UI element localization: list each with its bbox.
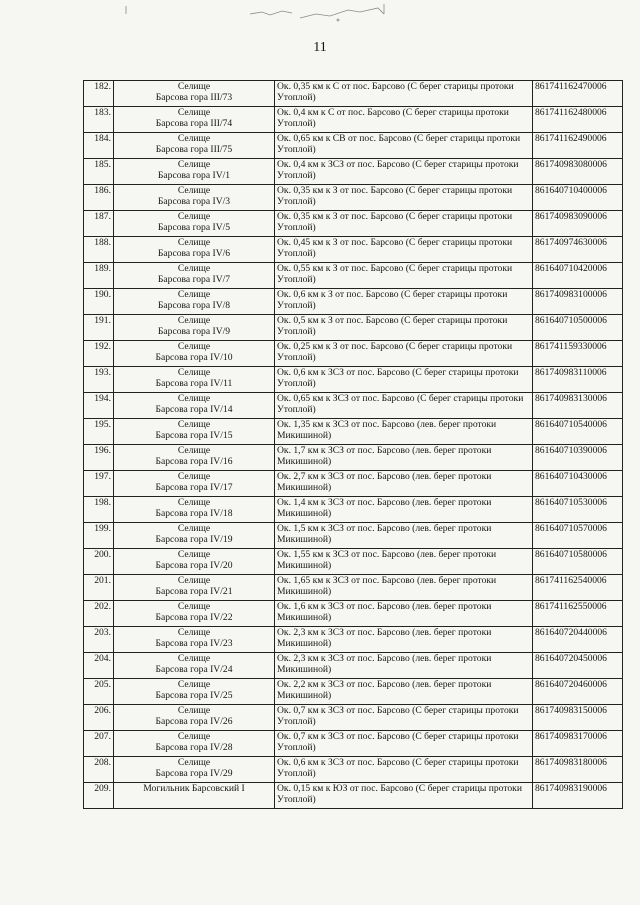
registry-code: 861740983150006 — [533, 705, 623, 731]
table-row — [84, 289, 623, 315]
registry-code: 861740983090006 — [533, 211, 623, 237]
row-number: 183. — [84, 107, 114, 133]
site-name: Селище Барсова гора IV/6 — [114, 237, 275, 263]
table-row — [84, 107, 623, 133]
site-location: Ок. 0,6 км к ЗСЗ от пос. Барсово (С берег старицы протоки Утоплой) — [275, 367, 533, 393]
site-location: Ок. 2,3 км к ЗСЗ от пос. Барсово (лев. берег протоки Микишиной) — [275, 653, 533, 679]
registry-code: 861640710400006 — [533, 185, 623, 211]
site-location: Ок. 2,3 км к ЗСЗ от пос. Барсово (лев. берег протоки Микишиной) — [275, 627, 533, 653]
registry-code: 861741162540006 — [533, 575, 623, 601]
row-number: 198. — [84, 497, 114, 523]
row-number: 195. — [84, 419, 114, 445]
row-number: 197. — [84, 471, 114, 497]
site-name: Селище Барсова гора IV/22 — [114, 601, 275, 627]
registry-code: 861741162480006 — [533, 107, 623, 133]
registry-code: 861741162550006 — [533, 601, 623, 627]
row-number: 205. — [84, 679, 114, 705]
table-row — [84, 419, 623, 445]
site-name: Селище Барсова гора IV/24 — [114, 653, 275, 679]
registry-code: 861740983130006 — [533, 393, 623, 419]
site-name: Селище Барсова гора IV/10 — [114, 341, 275, 367]
row-number: 188. — [84, 237, 114, 263]
row-number: 193. — [84, 367, 114, 393]
row-number: 185. — [84, 159, 114, 185]
registry-code: 861640710420006 — [533, 263, 623, 289]
table-row — [84, 731, 623, 757]
site-name: Селище Барсова гора IV/17 — [114, 471, 275, 497]
table-row — [84, 445, 623, 471]
site-name: Селище Барсова гора IV/5 — [114, 211, 275, 237]
table-row — [84, 393, 623, 419]
site-name: Селище Барсова гора IV/11 — [114, 367, 275, 393]
site-location: Ок. 0,45 км к З от пос. Барсово (С берег старицы протоки Утоплой) — [275, 237, 533, 263]
registry-code: 861640720460006 — [533, 679, 623, 705]
site-name: Селище Барсова гора III/75 — [114, 133, 275, 159]
site-name: Селище Барсова гора IV/26 — [114, 705, 275, 731]
site-location: Ок. 0,15 км к ЮЗ от пос. Барсово (С берег старицы протоки Утоплой) — [275, 783, 533, 809]
site-location: Ок. 0,35 км к З от пос. Барсово (С берег старицы протоки Утоплой) — [275, 185, 533, 211]
registry-code: 861640710390006 — [533, 445, 623, 471]
row-number: 203. — [84, 627, 114, 653]
registry-code: 861740983190006 — [533, 783, 623, 809]
registry-code: 861740983080006 — [533, 159, 623, 185]
registry-code: 861740983180006 — [533, 757, 623, 783]
table-row — [84, 653, 623, 679]
site-location: Ок. 1,6 км к ЗСЗ от пос. Барсово (лев. берег протоки Микишиной) — [275, 601, 533, 627]
table-row — [84, 263, 623, 289]
row-number: 207. — [84, 731, 114, 757]
registry-code: 861640710540006 — [533, 419, 623, 445]
table-row — [84, 783, 623, 809]
site-location: Ок. 0,35 км к С от пос. Барсово (С берег старицы протоки Утоплой) — [275, 81, 533, 107]
site-location: Ок. 0,7 км к ЗСЗ от пос. Барсово (С берег старицы протоки Утоплой) — [275, 705, 533, 731]
site-name: Селище Барсова гора IV/9 — [114, 315, 275, 341]
site-location: Ок. 1,7 км к ЗСЗ от пос. Барсово (лев. берег протоки Микишиной) — [275, 445, 533, 471]
registry-code: 861741162470006 — [533, 81, 623, 107]
row-number: 187. — [84, 211, 114, 237]
registry-code: 861640710500006 — [533, 315, 623, 341]
registry-code: 861640710570006 — [533, 523, 623, 549]
site-name: Селище Барсова гора IV/3 — [114, 185, 275, 211]
row-number: 209. — [84, 783, 114, 809]
table-row — [84, 757, 623, 783]
site-location: Ок. 0,65 км к СВ от пос. Барсово (С берег старицы протоки Утоплой) — [275, 133, 533, 159]
table-row — [84, 185, 623, 211]
row-number: 196. — [84, 445, 114, 471]
row-number: 190. — [84, 289, 114, 315]
site-location: Ок. 0,55 км к З от пос. Барсово (С берег старицы протоки Утоплой) — [275, 263, 533, 289]
site-location: Ок. 2,2 км к ЗСЗ от пос. Барсово (лев. берег протоки Микишиной) — [275, 679, 533, 705]
site-name: Селище Барсова гора IV/21 — [114, 575, 275, 601]
site-location: Ок. 1,5 км к ЗСЗ от пос. Барсово (лев. берег протоки Микишиной) — [275, 523, 533, 549]
table-row — [84, 315, 623, 341]
row-number: 200. — [84, 549, 114, 575]
site-name: Селище Барсова гора IV/15 — [114, 419, 275, 445]
registry-code: 861640720450006 — [533, 653, 623, 679]
table-row — [84, 601, 623, 627]
scan-artifacts — [0, 0, 640, 40]
site-name: Селище Барсова гора IV/7 — [114, 263, 275, 289]
site-location: Ок. 0,4 км к ЗСЗ от пос. Барсово (С берег старицы протоки Утоплой) — [275, 159, 533, 185]
registry-code: 861740983110006 — [533, 367, 623, 393]
registry-table-body — [84, 81, 623, 809]
registry-code: 861741159330006 — [533, 341, 623, 367]
site-location: Ок. 0,6 км к З от пос. Барсово (С берег старицы протоки Утоплой) — [275, 289, 533, 315]
table-row — [84, 367, 623, 393]
site-location: Ок. 0,25 км к З от пос. Барсово (С берег старицы протоки Утоплой) — [275, 341, 533, 367]
table-row — [84, 341, 623, 367]
table-row — [84, 679, 623, 705]
row-number: 206. — [84, 705, 114, 731]
row-number: 204. — [84, 653, 114, 679]
row-number: 202. — [84, 601, 114, 627]
registry-code: 861640710580006 — [533, 549, 623, 575]
row-number: 194. — [84, 393, 114, 419]
row-number: 199. — [84, 523, 114, 549]
site-name: Селище Барсова гора IV/23 — [114, 627, 275, 653]
site-name: Селище Барсова гора IV/25 — [114, 679, 275, 705]
site-location: Ок. 0,6 км к ЗСЗ от пос. Барсово (С берег старицы протоки Утоплой) — [275, 757, 533, 783]
table-row — [84, 705, 623, 731]
site-location: Ок. 0,7 км к ЗСЗ от пос. Барсово (С берег старицы протоки Утоплой) — [275, 731, 533, 757]
site-name: Селище Барсова гора IV/14 — [114, 393, 275, 419]
table-row — [84, 81, 623, 107]
registry-code: 861741162490006 — [533, 133, 623, 159]
table-row — [84, 133, 623, 159]
registry-code: 861740983170006 — [533, 731, 623, 757]
site-location: Ок. 1,4 км к ЗСЗ от пос. Барсово (лев. берег протоки Микишиной) — [275, 497, 533, 523]
registry-code: 861740983100006 — [533, 289, 623, 315]
registry-code: 861740974630006 — [533, 237, 623, 263]
site-name: Могильник Барсовский I — [114, 783, 275, 809]
site-name: Селище Барсова гора IV/19 — [114, 523, 275, 549]
row-number: 189. — [84, 263, 114, 289]
site-name: Селище Барсова гора IV/28 — [114, 731, 275, 757]
site-location: Ок. 1,65 км к ЗСЗ от пос. Барсово (лев. берег протоки Микишиной) — [275, 575, 533, 601]
row-number: 201. — [84, 575, 114, 601]
registry-code: 861640720440006 — [533, 627, 623, 653]
site-location: Ок. 0,35 км к З от пос. Барсово (С берег старицы протоки Утоплой) — [275, 211, 533, 237]
table-row — [84, 523, 623, 549]
table-row — [84, 575, 623, 601]
registry-table — [83, 80, 623, 809]
table-row — [84, 627, 623, 653]
row-number: 182. — [84, 81, 114, 107]
site-location: Ок. 0,65 км к ЗСЗ от пос. Барсово (С берег старицы протоки Утоплой) — [275, 393, 533, 419]
site-location: Ок. 2,7 км к ЗСЗ от пос. Барсово (лев. берег протоки Микишиной) — [275, 471, 533, 497]
site-name: Селище Барсова гора IV/29 — [114, 757, 275, 783]
site-location: Ок. 0,4 км к С от пос. Барсово (С берег старицы протоки Утоплой) — [275, 107, 533, 133]
table-row — [84, 471, 623, 497]
row-number: 208. — [84, 757, 114, 783]
table-row — [84, 497, 623, 523]
site-name: Селище Барсова гора IV/16 — [114, 445, 275, 471]
site-name: Селище Барсова гора IV/20 — [114, 549, 275, 575]
registry-code: 861640710430006 — [533, 471, 623, 497]
table-row — [84, 549, 623, 575]
site-location: Ок. 0,5 км к З от пос. Барсово (С берег старицы протоки Утоплой) — [275, 315, 533, 341]
site-name: Селище Барсова гора III/74 — [114, 107, 275, 133]
site-name: Селище Барсова гора III/73 — [114, 81, 275, 107]
site-location: Ок. 1,35 км к ЗСЗ от пос. Барсово (лев. берег протоки Микишиной) — [275, 419, 533, 445]
row-number: 191. — [84, 315, 114, 341]
site-name: Селище Барсова гора IV/8 — [114, 289, 275, 315]
row-number: 184. — [84, 133, 114, 159]
table-row — [84, 211, 623, 237]
table-row — [84, 237, 623, 263]
table-row — [84, 159, 623, 185]
page-number: 11 — [313, 40, 327, 55]
row-number: 192. — [84, 341, 114, 367]
site-location: Ок. 1,55 км к ЗСЗ от пос. Барсово (лев. берег протоки Микишиной) — [275, 549, 533, 575]
site-name: Селище Барсова гора IV/1 — [114, 159, 275, 185]
row-number: 186. — [84, 185, 114, 211]
registry-code: 861640710530006 — [533, 497, 623, 523]
site-name: Селище Барсова гора IV/18 — [114, 497, 275, 523]
